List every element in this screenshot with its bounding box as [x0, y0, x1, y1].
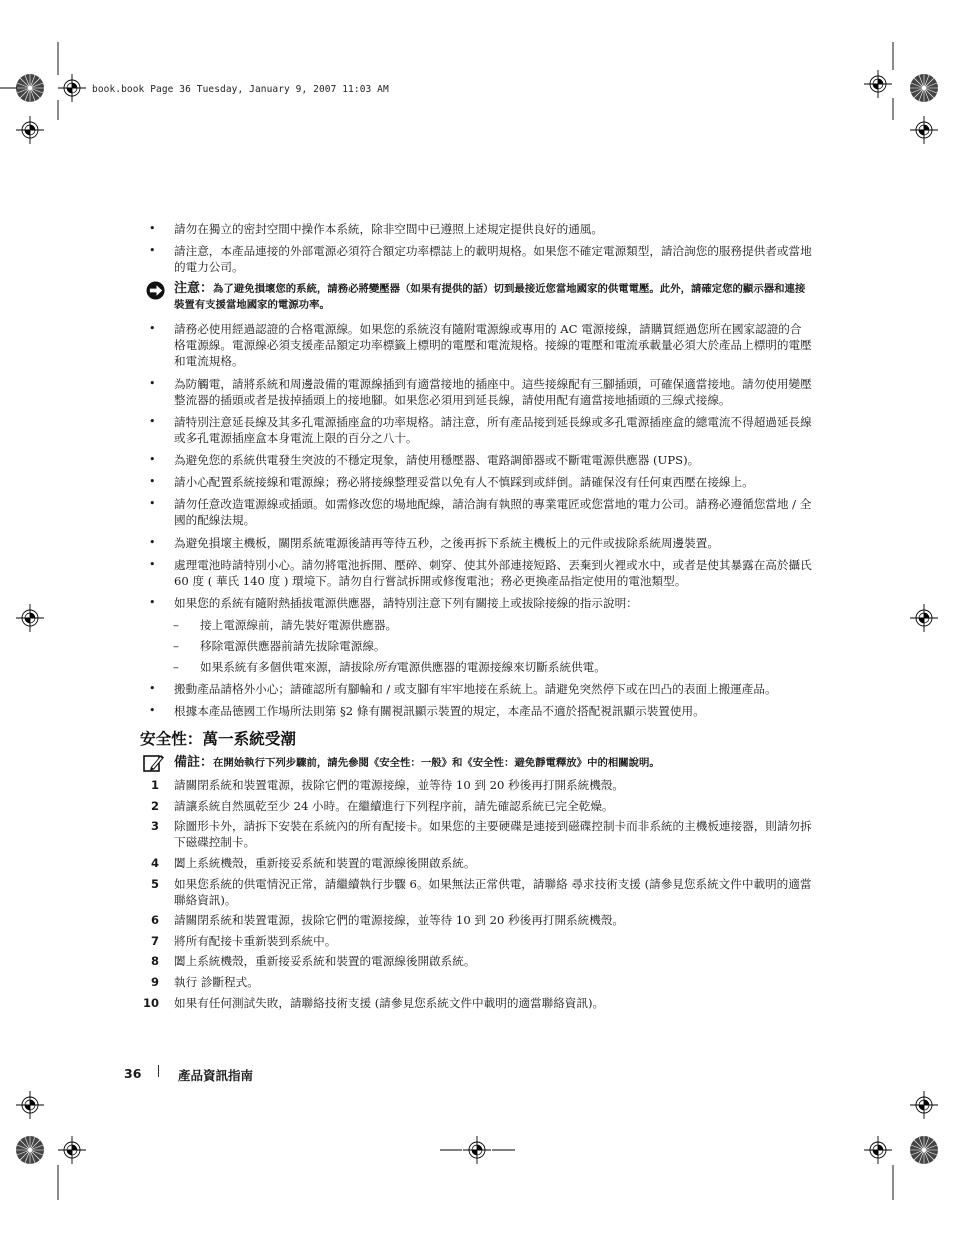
step-text: 如果有任何測試失敗，請聯絡技術支援 (請參見您系統文件中載明的適當聯絡資訊)。: [174, 995, 605, 1010]
step-item: [140, 855, 812, 871]
sub-item-text: 如果系統有多個供電來源，請拔除: [200, 660, 374, 675]
list-item-text: 為避免損壞主機板，關閉系統電源後請再等待五秒，之後再拆下系統主機板上的元件或拔除系統周邊裝置。: [174, 535, 719, 550]
step-item: [140, 974, 812, 990]
list-item-text: 請注意，本產品連接的外部電源必須符合額定功率標誌上的載明規格。如果您不確定電源類型，請洽詢您的服務提供者或當地的電力公司。: [174, 244, 812, 275]
print-stamp: book.book Page 36 Tuesday, January 9, 2007 11:03 AM: [92, 84, 389, 95]
list-item-text: 請特別注意延長線及其多孔電源插座盒的功率規格。請注意，所有產品接到延長線或多孔電源插座盒的總電流不得超過延長線或多孔電源插座盒本身電流上限的百分之八十。: [174, 414, 812, 445]
step-text: 請讓系統自然風乾至少 24 小時。在繼續進行下列程序前，請先確認系統已完全乾燥。: [174, 798, 614, 813]
notice-box: [140, 281, 812, 313]
list-item: • 請勿任意改造電源線或插頭。如需修改您的場地配線，請洽詢有執照的專業電匠或您當地的電力公司。請務必遵循您當地 / 全國的配線法規。: [149, 497, 812, 528]
list-item: • 根據本產品德國工作場所法則第 §2 條有關視訊顯示裝置的規定，本產品不適於搭配視訊顯示裝置使用。: [149, 704, 705, 719]
list-item-text: 為防觸電，請將系統和周邊設備的電源線插到有適當接地的插座中。這些接線配有三腳插頭，可確保適當接地。請勿使用變壓整流器的插頭或者是拔掉插頭上的接地腳。如果您必須用到延長線，請使用配有適當接地插頭的三線式接線。: [174, 376, 812, 407]
step-text: 請關閉系統和裝置電源，拔除它們的電源接線，並等待 10 到 20 秒後再打開系統機殼。: [174, 913, 625, 928]
step-text: 請關閉系統和裝置電源，拔除它們的電源接線，並等待 10 到 20 秒後再打開系統機殼。: [174, 778, 625, 793]
step-item: [140, 995, 812, 1011]
sub-list-item: – 如果系統有多個供電來源，請拔除所有電源供應器的電源接線來切斷系統供電。: [173, 660, 606, 675]
list-item: • 請務必使用經過認證的合格電源線。如果您的系統沒有隨附電源線或專用的 AC 電源接線，請購買經過您所在國家認證的合格電源線。電源線必須支援產品額定功率標籤上標明的電壓和電流規格。接線的電壓和電流承載量必須大於產品上標明的電壓和電流規格。: [149, 322, 812, 369]
list-item: • 如果您的系統有隨附熱插拔電源供應器，請特別注意下列有關接上或拔除接線的指示說明：: [149, 595, 638, 610]
step-number: 4: [150, 856, 159, 871]
list-item: • 為避免您的系統供電發生突波的不穩定現象，請使用穩壓器、電路調節器或不斷電電源供應器 (UPS)。: [149, 452, 700, 467]
footer-title: 產品資訊指南: [178, 1068, 254, 1083]
sub-list-item: – 接上電源線前，請先裝好電源供應器。: [173, 618, 398, 633]
list-item: • 搬動產品請格外小心；請確認所有腳輪和 / 或支腳有牢牢地接在系統上。請避免突然停下或在凹凸的表面上搬運產品。: [149, 682, 777, 697]
list-item: • 為防觸電，請將系統和周邊設備的電源線插到有適當接地的插座中。這些接線配有三腳插頭，可確保適當接地。請勿使用變壓整流器的插頭或者是拔掉插頭上的接地腳。如果您必須用到延長線，請使用配有適當接地插頭的三線式接線。: [149, 376, 812, 407]
notice-arrow-icon: [146, 281, 167, 300]
list-item-text: 請勿在獨立的密封空間中操作本系統，除非空間中已遵照上述規定提供良好的通風。: [174, 222, 603, 236]
step-text: 執行 診斷程式。: [174, 975, 259, 989]
step-item: [140, 798, 812, 814]
step-number: 7: [150, 933, 159, 948]
list-item-text: 請勿任意改造電源線或插頭。如需修改您的場地配線，請洽詢有執照的專業電匠或您當地的電力公司。請務必遵循您當地 / 全國的配線法規。: [174, 497, 812, 528]
section-heading: 安全性：萬一系統受潮: [140, 730, 296, 749]
step-item: [140, 876, 812, 908]
note-text: 在開始執行下列步驟前，請先參閱《安全性：一般》和《安全性：避免靜電釋放》中的相關說明。: [213, 757, 660, 770]
sub-item-text: 移除電源供應器前請先拔除電源線。: [200, 639, 386, 654]
step-number: 2: [150, 798, 159, 813]
list-item: • 處理電池時請特別小心。請勿將電池拆開、壓碎、刺穿、使其外部連接短路、丟棄到火裡或水中，或者是使其暴露在高於攝氏 60 度 ( 華氏 140 度 ) 環境下。請勿自行嘗試拆開或修復電池；務必更換產品指定使用的電池類型。: [149, 557, 812, 588]
list-item: • 請特別注意延長線及其多孔電源插座盒的功率規格。請注意，所有產品接到延長線或多孔電源插座盒的總電流不得超過延長線或多孔電源插座盒本身電流上限的百分之八十。: [149, 414, 812, 445]
list-item: • 請勿在獨立的密封空間中操作本系統，除非空間中已遵照上述規定提供良好的通風。: [149, 222, 603, 236]
notice-text: 為了避免損壞您的系統，請務必將變壓器（如果有提供的話）切到最接近您當地國家的供電電壓。此外，請確定您的顯示器和連接裝置有支援當地國家的電源功率。: [174, 283, 806, 311]
step-text: 除圖形卡外，請拆下安裝在系統內的所有配接卡。如果您的主要硬碟是連接到磁碟控制卡而非系統的主機板連接器，則請勿拆下磁碟控制卡。: [174, 819, 812, 850]
step-number: 6: [150, 913, 159, 928]
step-text: 闔上系統機殼，重新接妥系統和裝置的電源線後開啟系統。: [174, 954, 476, 969]
step-text: 闔上系統機殼，重新接妥系統和裝置的電源線後開啟系統。: [174, 856, 476, 871]
step-text: 如果您系統的供電情況正常，請繼續執行步驟 6。如果無法正常供電，請聯絡 尋求技術支援 (請參見您系統文件中載明的適當聯絡資訊)。: [174, 876, 812, 907]
step-number: 3: [150, 819, 159, 834]
list-item-text: 搬動產品請格外小心；請確認所有腳輪和 / 或支腳有牢牢地接在系統上。請避免突然停下或在凹凸的表面上搬運產品。: [174, 682, 777, 697]
notice-label: 注意：: [174, 281, 214, 297]
step-number: 9: [150, 975, 159, 989]
note-pencil-icon: [143, 753, 165, 773]
list-item-text: 為避免您的系統供電發生突波的不穩定現象，請使用穩壓器、電路調節器或不斷電電源供應器 (UPS)。: [174, 452, 700, 467]
note-label: 備註：: [174, 755, 214, 771]
page-content: [140, 221, 812, 1015]
list-item-text: 請務必使用經過認證的合格電源線。如果您的系統沒有隨附電源線或專用的 AC 電源接線，請購買經過您所在國家認證的合格電源線。電源線必須支援產品額定功率標籤上標明的電壓和電流規格。接線的電壓和電流承載量必須大於產品上標明的電壓和電流規格。: [174, 322, 812, 369]
list-item: • 請小心配置系統接線和電源線；務必將接線整理妥當以免有人不慎踩到或絆倒。請確保沒有任何東西壓在接線上。: [149, 475, 754, 490]
step-item: [140, 933, 812, 949]
step-number: 5: [150, 876, 159, 891]
sub-item-text: 接上電源線前，請先裝好電源供應器。: [200, 618, 398, 633]
step-number: 8: [150, 954, 159, 969]
list-item-text: 處理電池時請特別小心。請勿將電池拆開、壓碎、刺穿、使其外部連接短路、丟棄到火裡或水中，或者是使其暴露在高於攝氏 60 度 ( 華氏 140 度 ) 環境下。請勿自行嘗試拆開或修復電池；務必更換產品指定使用的電池類型。: [174, 557, 812, 588]
list-item-text: 如果您的系統有隨附熱插拔電源供應器，請特別注意下列有關接上或拔除接線的指示說明：: [174, 595, 638, 610]
list-item: • 為避免損壞主機板，關閉系統電源後請再等待五秒，之後再拆下系統主機板上的元件或拔除系統周邊裝置。: [149, 535, 719, 550]
step-item: [140, 818, 812, 850]
list-item: • 請注意，本產品連接的外部電源必須符合額定功率標誌上的載明規格。如果您不確定電源類型，請洽詢您的服務提供者或當地的電力公司。: [149, 244, 812, 275]
list-item-text: 根據本產品德國工作場所法則第 §2 條有關視訊顯示裝置的規定，本產品不適於搭配視訊顯示裝置使用。: [174, 704, 705, 719]
step-text: 將所有配接卡重新裝到系統中。: [174, 933, 337, 948]
sub-item-emphasis: 所有: [373, 660, 398, 675]
note-box: [140, 755, 812, 771]
sub-list-item: – 移除電源供應器前請先拔除電源線。: [173, 639, 386, 654]
page-number: 36: [124, 1066, 142, 1081]
step-number: 10: [142, 995, 159, 1010]
sub-item-text-end: 電源供應器的電源接線來切斷系統供電。: [397, 660, 606, 675]
footer-divider: [158, 1065, 159, 1077]
list-item-text: 請小心配置系統接線和電源線；務必將接線整理妥當以免有人不慎踩到或絆倒。請確保沒有任何東西壓在接線上。: [174, 475, 754, 490]
step-number: 1: [150, 778, 159, 793]
step-item: [140, 953, 812, 969]
step-item: [140, 912, 812, 928]
step-item: [140, 777, 812, 793]
